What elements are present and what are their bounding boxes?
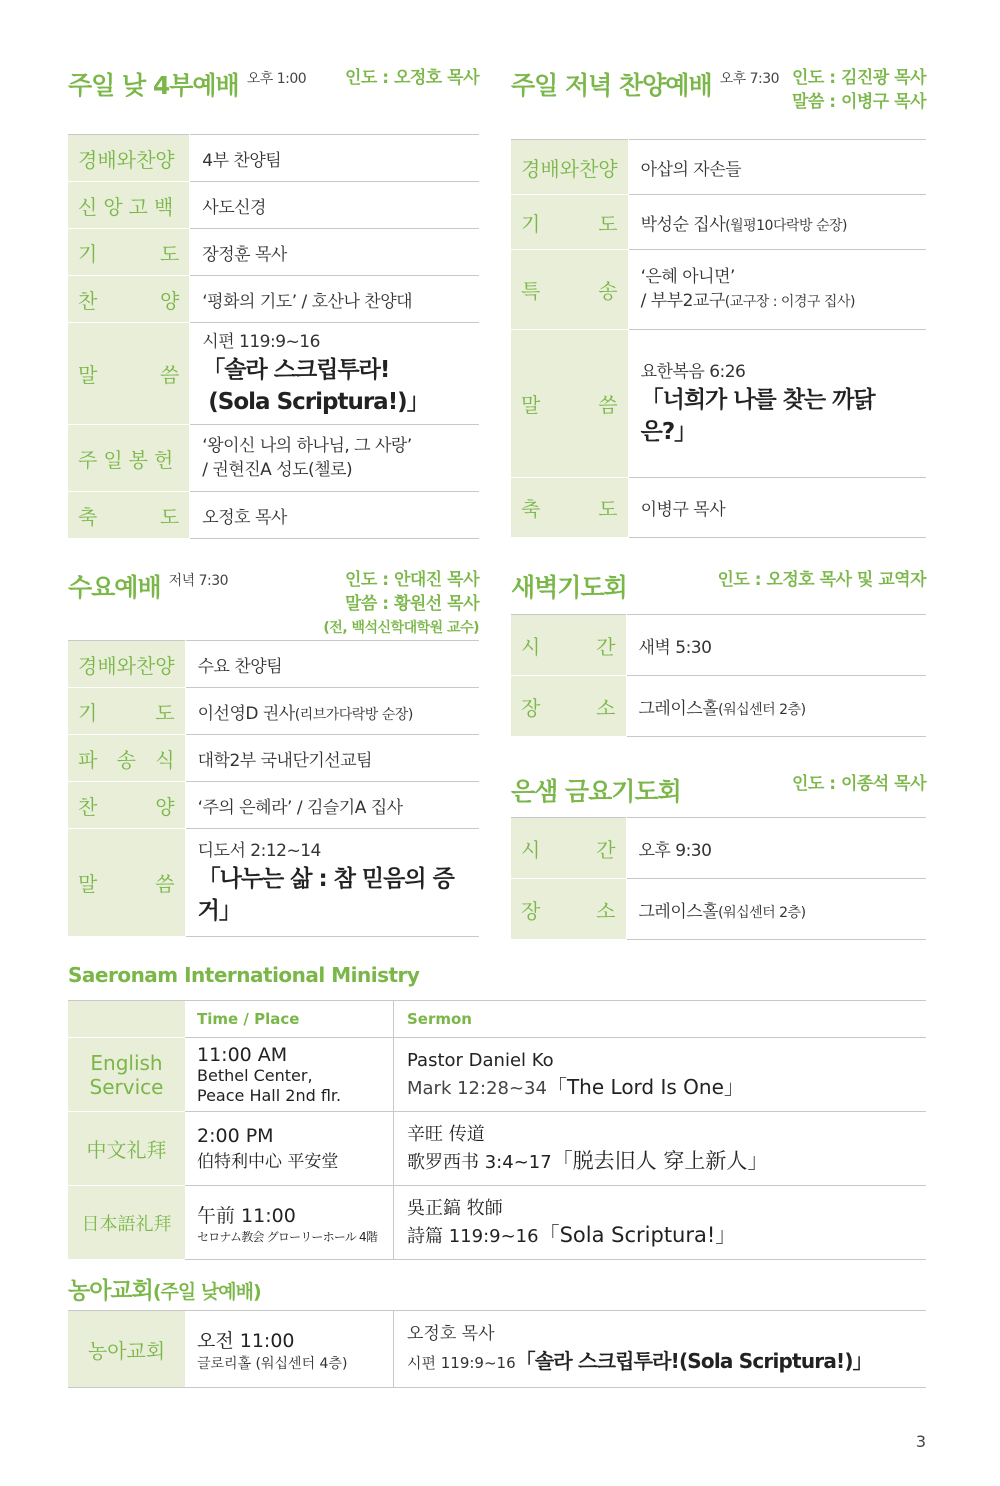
leader-line: 인도 : 안대진 목사	[344, 570, 479, 590]
label-char: 장	[521, 695, 541, 720]
sermon-line	[407, 1148, 925, 1176]
sermon-reference: 시편 119:9~16	[407, 1354, 516, 1372]
service-place: 글로리홀 (워십센터 4층)	[197, 1355, 348, 1372]
spaced-label	[521, 692, 616, 721]
section-title: 수요예배 $^{저녁 7:30}$	[68, 573, 229, 602]
page-number: 3	[915, 1432, 926, 1451]
row-value: 오후 9:30	[626, 818, 926, 879]
row-label	[68, 492, 190, 539]
row-value: 4부 찬양팀	[190, 135, 479, 182]
label-char: 양	[155, 794, 175, 819]
spaced-label	[78, 501, 179, 530]
label-char: 씀	[598, 393, 618, 417]
service-time: 오전 11:00	[197, 1329, 295, 1352]
time-place	[185, 1311, 394, 1388]
service-place: セロナム教会 グローリーホール 4階	[197, 1229, 378, 1244]
service-time: 午前 11:00	[197, 1204, 296, 1227]
row-label	[68, 829, 185, 937]
spaced-label	[78, 359, 179, 388]
wednesday-header	[68, 568, 479, 640]
row-label: 경배와찬양	[68, 135, 190, 182]
offering-song: ‘왕이신 나의 하나님, 그 사랑’	[202, 436, 412, 456]
sermon-line	[407, 1222, 925, 1250]
offering-performer: / 권현진A 성도(첼로)	[202, 460, 353, 480]
label-char: 말	[78, 363, 98, 387]
row-value: 박성순 집사(월평10다락방 순장)	[628, 195, 926, 250]
friday-table	[511, 817, 926, 940]
label-char: 소	[596, 898, 616, 923]
service-label: 日本語礼拜	[68, 1186, 185, 1260]
service-label	[68, 1038, 185, 1112]
section-leader: 인도 : 이종석 목사	[791, 774, 926, 794]
sunday-evening-table	[511, 139, 926, 538]
section-leader	[323, 568, 479, 640]
label-char: 축	[78, 504, 98, 529]
section-time: 오후 1:00	[246, 71, 307, 87]
speaker-line: 말씀 : 황원선 목사	[344, 594, 479, 614]
row-label	[511, 250, 628, 330]
label-char: 특	[521, 279, 541, 303]
spaced-label	[78, 868, 175, 897]
label-char: 기	[78, 241, 98, 266]
sermon-info	[394, 1311, 927, 1388]
sermon-reference: Mark 12:28~34	[407, 1077, 547, 1099]
row-label	[511, 195, 628, 250]
label-char: 말	[521, 393, 541, 417]
label-char: 송	[598, 279, 618, 303]
row-value: 이선영D 권사(리브가다락방 순장)	[185, 688, 479, 735]
row-label	[511, 676, 626, 737]
wednesday-section	[68, 568, 479, 937]
row-value: 아삽의 자손들	[628, 140, 926, 195]
row-label	[68, 229, 190, 276]
label-char: 양	[159, 288, 180, 313]
label-char: 찬	[78, 288, 98, 313]
row-label: 주일봉헌	[68, 425, 190, 492]
deaf-church-table	[68, 1310, 926, 1388]
label-char: 시	[521, 837, 541, 862]
row-value: 장정훈 목사	[190, 229, 479, 276]
row-label	[511, 818, 626, 879]
sermon-info	[394, 1186, 927, 1260]
row-value: 그레이스홀(워십센터 2층)	[626, 676, 926, 737]
section-time: 저녁 7:30	[168, 573, 229, 589]
row-value: 그레이스홀(워십센터 2층)	[626, 879, 926, 940]
row-label	[68, 735, 185, 782]
service-label: 농아교회	[68, 1311, 185, 1388]
service-label-line: Service	[89, 1074, 164, 1099]
label-char: 씀	[159, 363, 180, 387]
intl-header-row	[68, 1001, 926, 1038]
label-char: 간	[596, 837, 616, 862]
row-value	[190, 425, 479, 492]
intl-chinese-row	[68, 1112, 926, 1186]
speaker: 辛旺 传道	[407, 1123, 485, 1145]
label-char: 씀	[155, 872, 175, 896]
spaced-label	[78, 791, 175, 820]
row-label	[68, 688, 185, 735]
sermon-title: 「The Lord Is One」	[546, 1074, 744, 1099]
special-performer: / 부부2교구(교구장 : 이경구 집사)	[640, 291, 855, 311]
label-char: 말	[78, 872, 98, 896]
sermon-line	[407, 1347, 925, 1377]
sunday-4th-section	[68, 66, 479, 539]
deaf-church-row	[68, 1311, 926, 1388]
service-time: 2:00 PM	[197, 1125, 274, 1147]
section-leader: 인도 : 오정호 목사	[344, 68, 479, 88]
deaf-church-subtitle: (주일 낮예배)	[152, 1281, 261, 1303]
spaced-label	[521, 895, 616, 924]
speaker-note: (전, 백석신학대학원 교수)	[323, 620, 479, 636]
row-label: 경배와찬양	[68, 641, 185, 688]
label-char: 식	[155, 747, 175, 772]
intl-header-blank	[68, 1001, 185, 1038]
deaf-church-title: 농아교회(주일 낮예배)	[68, 1278, 261, 1304]
spaced-label	[521, 493, 618, 522]
service-place: Peace Hall 2nd flr.	[197, 1085, 342, 1105]
section-leader: 인도 : 오정호 목사 및 교역자	[717, 570, 926, 590]
row-note: (월평10다락방 순장)	[725, 217, 847, 234]
label-char: 파	[78, 747, 98, 772]
sermon-info	[394, 1038, 927, 1112]
speaker: Pastor Daniel Ko	[407, 1049, 554, 1071]
row-note: (리브가다락방 순장)	[294, 706, 413, 723]
sermon-info	[394, 1112, 927, 1186]
intl-col-sermon: Sermon	[394, 1001, 927, 1038]
time-place	[185, 1112, 394, 1186]
label-char: 도	[598, 211, 618, 236]
row-label: 신앙고백	[68, 182, 190, 229]
label-char: 축	[521, 497, 541, 521]
row-note: (워십센터 2층)	[718, 701, 806, 718]
label-char: 찬	[78, 794, 98, 819]
time-place	[185, 1186, 394, 1260]
special-song: ‘은혜 아니면’	[640, 267, 735, 287]
row-value: 이병구 목사	[628, 478, 926, 538]
time-place	[185, 1038, 394, 1112]
section-title: 주일 저녁 찬양예배 $^{오후 7:30}$	[511, 71, 780, 100]
service-place: 伯特利中心 平安堂	[197, 1152, 339, 1172]
sermon-reference: 시편 119:9~16	[202, 331, 320, 352]
spaced-label	[78, 744, 175, 773]
sermon-reference: 디도서 2:12~14	[197, 840, 321, 861]
sunday-4th-header	[68, 66, 479, 134]
spaced-label	[521, 834, 616, 863]
dawn-table	[511, 614, 926, 737]
spaced-label	[78, 238, 179, 267]
section-leader	[792, 66, 926, 114]
row-label	[68, 782, 185, 829]
label-char: 도	[159, 504, 180, 529]
sunday-4th-table	[68, 134, 479, 539]
section-time: 오후 7:30	[719, 71, 780, 87]
spaced-label	[521, 208, 618, 237]
section-title: 새벽기도회	[511, 573, 627, 602]
row-value: ‘평화의 기도’ / 호산나 찬양대	[190, 276, 479, 323]
sermon-title: 「Sola Scriptura!」	[538, 1222, 737, 1247]
sermon-cell	[190, 323, 479, 425]
label-char: 기	[78, 700, 98, 725]
sermon-cell	[185, 829, 479, 937]
intl-col-time: Time / Place	[185, 1001, 394, 1038]
row-value: ‘주의 은혜라’ / 김슬기A 집사	[185, 782, 479, 829]
row-label	[68, 323, 190, 425]
row-label	[511, 478, 628, 538]
leader-line: 인도 : 김진광 목사	[791, 68, 926, 88]
intl-english-row	[68, 1038, 926, 1112]
row-label	[511, 330, 628, 478]
intl-japanese-row	[68, 1186, 926, 1260]
label-char: 도	[598, 497, 618, 521]
spaced-label	[521, 389, 618, 418]
speaker: 오정호 목사	[407, 1324, 495, 1344]
row-label	[68, 276, 190, 323]
service-place: Bethel Center,	[197, 1065, 313, 1085]
sermon-reference: 歌罗西书 3:4~17	[407, 1151, 552, 1173]
sermon-title: 「솔라 스크립투라!	[202, 356, 390, 383]
label-char: 소	[596, 695, 616, 720]
section-title: 은샘 금요기도회	[511, 777, 681, 806]
sermon-title: 「솔라 스크립투라!(Sola Scriptura!)」	[515, 1349, 872, 1373]
row-value: 오정호 목사	[190, 492, 479, 539]
service-label-line: English	[90, 1050, 163, 1075]
sermon-title-en: (Sola Scriptura!)」	[208, 388, 429, 415]
row-value	[628, 250, 926, 330]
sunday-evening-header	[511, 66, 926, 139]
row-label: 경배와찬양	[511, 140, 628, 195]
friday-header	[511, 772, 926, 817]
label-char: 장	[521, 898, 541, 923]
speaker-line: 말씀 : 이병구 목사	[791, 92, 926, 112]
spaced-label	[78, 285, 179, 314]
speaker: 吳正鎬 牧師	[407, 1197, 503, 1219]
row-label	[511, 879, 626, 940]
row-value: 사도신경	[190, 182, 479, 229]
intl-ministry-table	[68, 1000, 926, 1260]
row-note: (워십센터 2층)	[718, 904, 806, 921]
sunday-evening-section	[511, 66, 926, 538]
dawn-prayer-section	[511, 568, 926, 737]
label-char: 송	[116, 747, 136, 772]
service-label: 中文礼拜	[68, 1112, 185, 1186]
friday-prayer-section	[511, 772, 926, 940]
spaced-label	[521, 275, 618, 304]
sermon-line	[407, 1074, 925, 1102]
label-char: 간	[596, 634, 616, 659]
spaced-label	[521, 631, 616, 660]
sermon-title: 「너희가 나를 찾는 까닭은?」	[640, 386, 875, 445]
sermon-cell	[628, 330, 926, 478]
label-char: 도	[155, 700, 175, 725]
sermon-reference: 요한복음 6:26	[640, 361, 746, 382]
row-note: (교구장 : 이경구 집사)	[724, 294, 855, 310]
wednesday-table	[68, 640, 479, 937]
label-char: 기	[521, 211, 541, 236]
dawn-header	[511, 568, 926, 614]
label-char: 시	[521, 634, 541, 659]
spaced-label	[78, 697, 175, 726]
sermon-reference: 詩篇 119:9~16	[407, 1225, 539, 1247]
label-char: 도	[159, 241, 180, 266]
sermon-title: 「脱去旧人 穿上新人」	[551, 1148, 769, 1173]
section-title: 주일 낮 4부예배 $^{오후 1:00}$	[68, 71, 307, 100]
intl-ministry-title: Saeronam International Ministry	[68, 963, 420, 987]
row-value: 수요 찬양팀	[185, 641, 479, 688]
sermon-title: 「나누는 삶 : 참 믿음의 증거」	[197, 865, 454, 924]
row-value: 대학2부 국내단기선교팀	[185, 735, 479, 782]
row-value: 새벽 5:30	[626, 615, 926, 676]
service-time: 11:00 AM	[197, 1043, 288, 1066]
row-label	[511, 615, 626, 676]
